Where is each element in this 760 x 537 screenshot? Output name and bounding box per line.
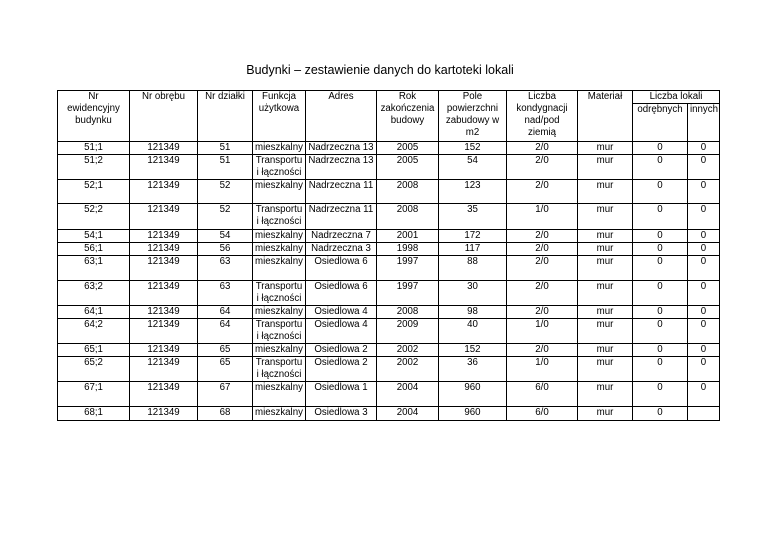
cell-kondygnacje: 1/0	[507, 204, 578, 230]
cell-nr-dzialki: 54	[198, 230, 253, 243]
cell-rok: 2008	[377, 306, 439, 319]
header-line: zakończenia	[380, 103, 435, 114]
cell-material: mur	[578, 142, 633, 155]
cell-pole: 123	[439, 180, 507, 204]
header-line: powierzchni	[446, 103, 499, 114]
cell-pole: 152	[439, 142, 507, 155]
cell-kondygnacje: 1/0	[507, 357, 578, 382]
cell-odrebnych: 0	[633, 180, 688, 204]
cell-nr-obrebu: 121349	[130, 306, 198, 319]
table-row	[58, 155, 720, 180]
cell-line: i łączności	[256, 216, 302, 227]
cell-rok: 2002	[377, 357, 439, 382]
cell-nr-dzialki: 52	[198, 204, 253, 230]
cell-nr-ewidencyjny: 52;2	[58, 204, 130, 230]
cell-nr-dzialki: 51	[198, 142, 253, 155]
cell-funkcja	[253, 281, 306, 306]
cell-nr-ewidencyjny: 51;2	[58, 155, 130, 180]
header-line: Pole	[462, 91, 483, 102]
header-material	[578, 91, 633, 142]
cell-line: mieszkalny	[255, 407, 303, 418]
cell-rok: 1998	[377, 243, 439, 256]
header-line: Rok	[398, 91, 417, 102]
cell-nr-obrebu: 121349	[130, 180, 198, 204]
cell-nr-obrebu: 121349	[130, 382, 198, 407]
cell-odrebnych: 0	[633, 243, 688, 256]
cell-kondygnacje: 2/0	[507, 281, 578, 306]
cell-material: mur	[578, 204, 633, 230]
header-nr-ewidencyjny	[58, 91, 130, 142]
cell-line: i łączności	[256, 293, 302, 304]
cell-rok: 2005	[377, 155, 439, 180]
cell-line: mieszkalny	[255, 256, 303, 267]
header-rok	[377, 91, 439, 142]
header-line: zabudowy w	[445, 115, 500, 126]
cell-innych: 0	[688, 306, 720, 319]
cell-rok: 2004	[377, 407, 439, 421]
cell-nr-ewidencyjny: 54;1	[58, 230, 130, 243]
cell-nr-dzialki: 56	[198, 243, 253, 256]
header-line: innych	[690, 104, 719, 115]
cell-nr-ewidencyjny: 65;1	[58, 344, 130, 357]
table-row	[58, 306, 720, 319]
header-odrebnych	[633, 104, 688, 142]
cell-kondygnacje: 6/0	[507, 407, 578, 421]
cell-pole: 172	[439, 230, 507, 243]
cell-material: mur	[578, 243, 633, 256]
cell-kondygnacje: 2/0	[507, 344, 578, 357]
table-body	[58, 91, 720, 421]
cell-nr-dzialki: 68	[198, 407, 253, 421]
cell-line: mieszkalny	[255, 306, 303, 317]
cell-innych: 0	[688, 155, 720, 180]
cell-rok: 2009	[377, 319, 439, 344]
cell-line: i łączności	[256, 167, 302, 178]
cell-funkcja	[253, 155, 306, 180]
cell-funkcja	[253, 243, 306, 256]
cell-pole: 30	[439, 281, 507, 306]
cell-material: mur	[578, 155, 633, 180]
cell-rok: 2004	[377, 382, 439, 407]
cell-funkcja	[253, 142, 306, 155]
cell-pole: 152	[439, 344, 507, 357]
cell-innych: 0	[688, 319, 720, 344]
table-row	[58, 230, 720, 243]
cell-nr-ewidencyjny: 63;1	[58, 256, 130, 281]
header-liczba-lokali	[633, 91, 720, 104]
table-row	[58, 344, 720, 357]
table-row	[58, 142, 720, 155]
cell-nr-obrebu: 121349	[130, 281, 198, 306]
cell-material: mur	[578, 382, 633, 407]
cell-line: mieszkalny	[255, 382, 303, 393]
cell-odrebnych: 0	[633, 281, 688, 306]
header-line: Liczba	[527, 91, 556, 102]
cell-material: mur	[578, 344, 633, 357]
cell-funkcja	[253, 306, 306, 319]
cell-nr-ewidencyjny: 64;2	[58, 319, 130, 344]
cell-adres: Nadrzeczna 11	[306, 204, 377, 230]
cell-line: mieszkalny	[255, 344, 303, 355]
cell-material: mur	[578, 357, 633, 382]
cell-kondygnacje: 2/0	[507, 256, 578, 281]
cell-odrebnych: 0	[633, 319, 688, 344]
cell-material: mur	[578, 306, 633, 319]
header-line: budynku	[75, 115, 112, 126]
cell-line: i łączności	[256, 331, 302, 342]
table-row	[58, 281, 720, 306]
header-line: Nr	[88, 91, 99, 102]
cell-innych	[688, 407, 720, 421]
header-pole	[439, 91, 507, 142]
cell-adres: Osiedlowa 2	[306, 344, 377, 357]
cell-nr-dzialki: 64	[198, 319, 253, 344]
cell-nr-dzialki: 65	[198, 357, 253, 382]
table-row	[58, 319, 720, 344]
header-funkcja	[253, 91, 306, 142]
table-row	[58, 357, 720, 382]
cell-pole: 35	[439, 204, 507, 230]
header-nr-dzialki	[198, 91, 253, 142]
cell-nr-ewidencyjny: 56;1	[58, 243, 130, 256]
cell-adres: Nadrzeczna 7	[306, 230, 377, 243]
cell-kondygnacje: 2/0	[507, 243, 578, 256]
cell-odrebnych: 0	[633, 344, 688, 357]
cell-nr-ewidencyjny: 52;1	[58, 180, 130, 204]
cell-adres: Nadrzeczna 11	[306, 180, 377, 204]
cell-adres: Nadrzeczna 13	[306, 155, 377, 180]
cell-adres: Nadrzeczna 13	[306, 142, 377, 155]
cell-line: Transportu	[255, 281, 303, 292]
header-line: Nr obrębu	[141, 91, 186, 102]
cell-line: mieszkalny	[255, 180, 303, 191]
cell-pole: 40	[439, 319, 507, 344]
cell-line: mieszkalny	[255, 142, 303, 153]
cell-nr-ewidencyjny: 63;2	[58, 281, 130, 306]
header-line: użytkowa	[258, 103, 300, 114]
cell-nr-obrebu: 121349	[130, 243, 198, 256]
cell-innych: 0	[688, 243, 720, 256]
cell-innych: 0	[688, 180, 720, 204]
table-row	[58, 382, 720, 407]
cell-kondygnacje: 6/0	[507, 382, 578, 407]
cell-innych: 0	[688, 357, 720, 382]
header-line: odrębnych	[637, 104, 683, 115]
header-line: ziemią	[528, 127, 556, 138]
cell-kondygnacje: 2/0	[507, 180, 578, 204]
header-adres	[306, 91, 377, 142]
cell-pole: 54	[439, 155, 507, 180]
cell-rok: 1997	[377, 256, 439, 281]
cell-line: Transportu	[255, 155, 303, 166]
cell-material: mur	[578, 256, 633, 281]
cell-nr-ewidencyjny: 65;2	[58, 357, 130, 382]
cell-nr-ewidencyjny: 64;1	[58, 306, 130, 319]
buildings-table	[57, 90, 720, 421]
cell-pole: 960	[439, 407, 507, 421]
cell-kondygnacje: 2/0	[507, 306, 578, 319]
cell-kondygnacje: 2/0	[507, 142, 578, 155]
cell-innych: 0	[688, 344, 720, 357]
cell-material: mur	[578, 281, 633, 306]
cell-odrebnych: 0	[633, 256, 688, 281]
header-line: Nr działki	[205, 91, 245, 102]
cell-rok: 2008	[377, 204, 439, 230]
cell-material: mur	[578, 180, 633, 204]
cell-innych: 0	[688, 142, 720, 155]
cell-line: Transportu	[255, 204, 303, 215]
cell-adres: Osiedlowa 1	[306, 382, 377, 407]
cell-funkcja	[253, 180, 306, 204]
table-row	[58, 243, 720, 256]
cell-nr-obrebu: 121349	[130, 230, 198, 243]
cell-nr-obrebu: 121349	[130, 155, 198, 180]
cell-funkcja	[253, 256, 306, 281]
cell-innych: 0	[688, 281, 720, 306]
cell-rok: 2002	[377, 344, 439, 357]
cell-nr-dzialki: 63	[198, 281, 253, 306]
cell-line: Transportu	[255, 319, 303, 330]
cell-adres: Osiedlowa 6	[306, 256, 377, 281]
cell-adres: Osiedlowa 3	[306, 407, 377, 421]
cell-pole: 960	[439, 382, 507, 407]
cell-rok: 2001	[377, 230, 439, 243]
cell-innych: 0	[688, 230, 720, 243]
cell-odrebnych: 0	[633, 357, 688, 382]
cell-nr-dzialki: 67	[198, 382, 253, 407]
cell-rok: 2008	[377, 180, 439, 204]
cell-pole: 98	[439, 306, 507, 319]
cell-nr-ewidencyjny: 67;1	[58, 382, 130, 407]
header-innych	[688, 104, 720, 142]
header-line: budowy	[390, 115, 425, 126]
cell-nr-dzialki: 65	[198, 344, 253, 357]
cell-funkcja	[253, 382, 306, 407]
cell-nr-obrebu: 121349	[130, 256, 198, 281]
cell-nr-obrebu: 121349	[130, 204, 198, 230]
header-kondygnacje	[507, 91, 578, 142]
cell-funkcja	[253, 344, 306, 357]
cell-line: mieszkalny	[255, 230, 303, 241]
table-row	[58, 204, 720, 230]
cell-adres: Osiedlowa 4	[306, 319, 377, 344]
cell-material: mur	[578, 319, 633, 344]
cell-line: i łączności	[256, 369, 302, 380]
header-line: Adres	[328, 91, 354, 102]
cell-odrebnych: 0	[633, 306, 688, 319]
cell-funkcja	[253, 230, 306, 243]
cell-nr-dzialki: 63	[198, 256, 253, 281]
cell-pole: 117	[439, 243, 507, 256]
cell-nr-ewidencyjny: 51;1	[58, 142, 130, 155]
cell-adres: Osiedlowa 6	[306, 281, 377, 306]
cell-odrebnych: 0	[633, 407, 688, 421]
cell-pole: 36	[439, 357, 507, 382]
cell-nr-dzialki: 51	[198, 155, 253, 180]
cell-innych: 0	[688, 204, 720, 230]
cell-odrebnych: 0	[633, 142, 688, 155]
cell-kondygnacje: 1/0	[507, 319, 578, 344]
cell-odrebnych: 0	[633, 204, 688, 230]
cell-nr-obrebu: 121349	[130, 142, 198, 155]
cell-line: Transportu	[255, 357, 303, 368]
cell-funkcja	[253, 319, 306, 344]
cell-material: mur	[578, 230, 633, 243]
document-title: Budynki – zestawienie danych do kartoteki lokali	[246, 63, 514, 77]
header-line: kondygnacji	[516, 103, 568, 114]
cell-pole: 88	[439, 256, 507, 281]
cell-nr-dzialki: 52	[198, 180, 253, 204]
header-line: Liczba lokali	[649, 91, 703, 102]
cell-kondygnacje: 2/0	[507, 230, 578, 243]
cell-adres: Osiedlowa 4	[306, 306, 377, 319]
cell-rok: 1997	[377, 281, 439, 306]
header-line: nad/pod	[524, 115, 560, 126]
table-row	[58, 256, 720, 281]
table-row	[58, 180, 720, 204]
cell-funkcja	[253, 407, 306, 421]
cell-funkcja	[253, 204, 306, 230]
header-row	[58, 91, 720, 104]
cell-odrebnych: 0	[633, 230, 688, 243]
cell-nr-obrebu: 121349	[130, 319, 198, 344]
cell-nr-ewidencyjny: 68;1	[58, 407, 130, 421]
cell-kondygnacje: 2/0	[507, 155, 578, 180]
cell-odrebnych: 0	[633, 155, 688, 180]
cell-material: mur	[578, 407, 633, 421]
cell-odrebnych: 0	[633, 382, 688, 407]
cell-innych: 0	[688, 256, 720, 281]
cell-adres: Osiedlowa 2	[306, 357, 377, 382]
cell-nr-obrebu: 121349	[130, 357, 198, 382]
cell-innych: 0	[688, 382, 720, 407]
header-line: ewidencyjny	[67, 103, 120, 114]
header-line: m2	[465, 127, 480, 138]
header-line: Funkcja	[262, 91, 296, 102]
cell-nr-obrebu: 121349	[130, 344, 198, 357]
cell-rok: 2005	[377, 142, 439, 155]
cell-line: mieszkalny	[255, 243, 303, 254]
header-nr-obrebu	[130, 91, 198, 142]
cell-adres: Nadrzeczna 3	[306, 243, 377, 256]
cell-nr-dzialki: 64	[198, 306, 253, 319]
header-line: Materiał	[587, 91, 623, 102]
table-row	[58, 407, 720, 421]
cell-funkcja	[253, 357, 306, 382]
cell-nr-obrebu: 121349	[130, 407, 198, 421]
